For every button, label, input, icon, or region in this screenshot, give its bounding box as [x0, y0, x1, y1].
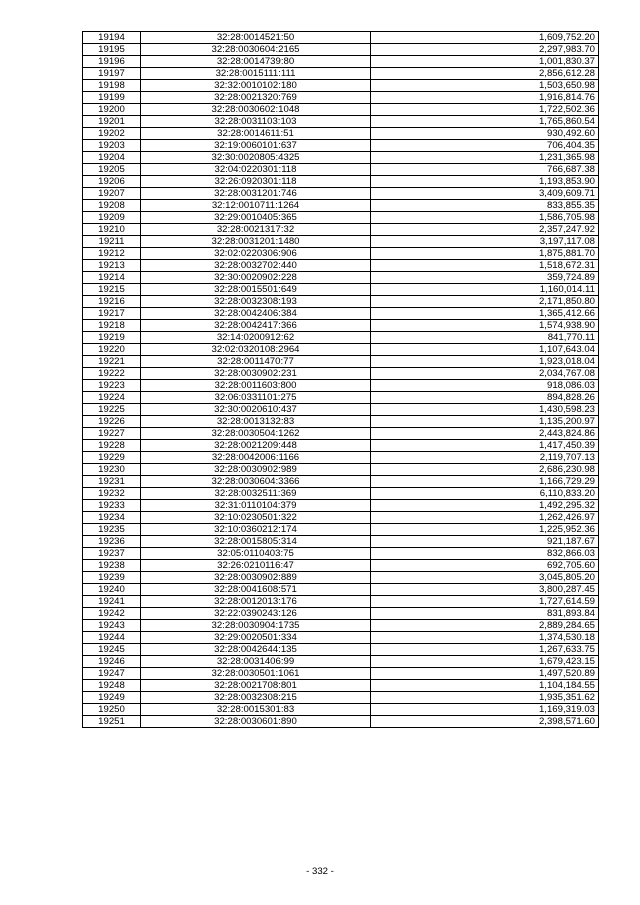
cadastral-number-cell: 32:28:0015301:83 — [141, 704, 371, 716]
row-number-cell: 19245 — [83, 644, 141, 656]
cadastral-number-cell: 32:28:0021317:32 — [141, 224, 371, 236]
table-row — [83, 56, 599, 68]
cadastral-number-cell: 32:30:0020610:437 — [141, 404, 371, 416]
amount-cell: 894,828.26 — [371, 392, 599, 404]
row-number-cell: 19215 — [83, 284, 141, 296]
amount-cell: 692,705.60 — [371, 560, 599, 572]
amount-cell: 1,225,952.36 — [371, 524, 599, 536]
row-number-cell: 19235 — [83, 524, 141, 536]
amount-cell: 1,497,520.89 — [371, 668, 599, 680]
cadastral-number-cell: 32:28:0011470:77 — [141, 356, 371, 368]
cadastral-number-cell: 32:28:0032308:193 — [141, 296, 371, 308]
row-number-cell: 19211 — [83, 236, 141, 248]
row-number-cell: 19239 — [83, 572, 141, 584]
row-number-cell: 19226 — [83, 416, 141, 428]
cadastral-number-cell: 32:19:0060101:637 — [141, 140, 371, 152]
cadastral-number-cell: 32:28:0030902:989 — [141, 464, 371, 476]
row-number-cell: 19249 — [83, 692, 141, 704]
cadastral-number-cell: 32:32:0010102:180 — [141, 80, 371, 92]
row-number-cell: 19238 — [83, 560, 141, 572]
amount-cell: 766,687.38 — [371, 164, 599, 176]
table-row — [83, 380, 599, 392]
amount-cell: 1,107,643.04 — [371, 344, 599, 356]
cadastral-number-cell: 32:28:0021320:769 — [141, 92, 371, 104]
row-number-cell: 19250 — [83, 704, 141, 716]
amount-cell: 1,001,830.37 — [371, 56, 599, 68]
cadastral-number-cell: 32:26:0920301:118 — [141, 176, 371, 188]
amount-cell: 1,135,200.97 — [371, 416, 599, 428]
amount-cell: 921,187.67 — [371, 536, 599, 548]
row-number-cell: 19224 — [83, 392, 141, 404]
amount-cell: 1,193,853.90 — [371, 176, 599, 188]
cadastral-number-cell: 32:31:0110104:379 — [141, 500, 371, 512]
row-number-cell: 19222 — [83, 368, 141, 380]
row-number-cell: 19200 — [83, 104, 141, 116]
amount-cell: 3,409,609.71 — [371, 188, 599, 200]
amount-cell: 2,398,571.60 — [371, 716, 599, 728]
cadastral-number-cell: 32:28:0030601:890 — [141, 716, 371, 728]
amount-cell: 2,686,230.98 — [371, 464, 599, 476]
table-row — [83, 44, 599, 56]
row-number-cell: 19210 — [83, 224, 141, 236]
table-row — [83, 140, 599, 152]
cadastral-number-cell: 32:28:0032511:369 — [141, 488, 371, 500]
amount-cell: 2,297,983.70 — [371, 44, 599, 56]
cadastral-number-cell: 32:06:0331101:275 — [141, 392, 371, 404]
row-number-cell: 19198 — [83, 80, 141, 92]
row-number-cell: 19241 — [83, 596, 141, 608]
amount-cell: 1,104,184.55 — [371, 680, 599, 692]
amount-cell: 1,365,412.66 — [371, 308, 599, 320]
table-row — [83, 620, 599, 632]
cadastral-number-cell: 32:28:0042406:384 — [141, 308, 371, 320]
table-row — [83, 260, 599, 272]
table-row — [83, 632, 599, 644]
table-row — [83, 488, 599, 500]
amount-cell: 1,262,426.97 — [371, 512, 599, 524]
amount-cell: 6,110,833.20 — [371, 488, 599, 500]
row-number-cell: 19247 — [83, 668, 141, 680]
row-number-cell: 19195 — [83, 44, 141, 56]
cadastral-number-cell: 32:30:0020902:228 — [141, 272, 371, 284]
amount-cell: 841,770.11 — [371, 332, 599, 344]
cadastral-number-cell: 32:28:0021209:448 — [141, 440, 371, 452]
table-row — [83, 176, 599, 188]
amount-cell: 930,492.60 — [371, 128, 599, 140]
amount-cell: 1,727,614.59 — [371, 596, 599, 608]
table-row — [83, 164, 599, 176]
table-row — [83, 608, 599, 620]
row-number-cell: 19233 — [83, 500, 141, 512]
amount-cell: 833,855.35 — [371, 200, 599, 212]
table-row — [83, 656, 599, 668]
amount-cell: 1,935,351.62 — [371, 692, 599, 704]
table-row — [83, 356, 599, 368]
page-number: - 332 - — [306, 866, 334, 877]
table-row — [83, 80, 599, 92]
row-number-cell: 19201 — [83, 116, 141, 128]
cadastral-number-cell: 32:28:0030602:1048 — [141, 104, 371, 116]
table-row — [83, 332, 599, 344]
amount-cell: 1,574,938.90 — [371, 320, 599, 332]
cadastral-number-cell: 32:28:0012013:176 — [141, 596, 371, 608]
cadastral-number-cell: 32:02:0320108:2964 — [141, 344, 371, 356]
amount-cell: 918,086.03 — [371, 380, 599, 392]
row-number-cell: 19207 — [83, 188, 141, 200]
table-row — [83, 560, 599, 572]
amount-cell: 2,443,824.86 — [371, 428, 599, 440]
cadastral-number-cell: 32:28:0013132:83 — [141, 416, 371, 428]
table-row — [83, 596, 599, 608]
table-row — [83, 524, 599, 536]
row-number-cell: 19232 — [83, 488, 141, 500]
cadastral-number-cell: 32:28:0015501:649 — [141, 284, 371, 296]
cadastral-number-cell: 32:10:0360212:174 — [141, 524, 371, 536]
cadastral-number-cell: 32:28:0030904:1735 — [141, 620, 371, 632]
table-row — [83, 368, 599, 380]
amount-cell: 3,045,805.20 — [371, 572, 599, 584]
table-row — [83, 668, 599, 680]
cadastral-number-cell: 32:28:0031201:1480 — [141, 236, 371, 248]
cadastral-number-cell: 32:28:0014739:80 — [141, 56, 371, 68]
row-number-cell: 19196 — [83, 56, 141, 68]
table-row — [83, 296, 599, 308]
table-row — [83, 188, 599, 200]
table-row — [83, 236, 599, 248]
cadastral-number-cell: 32:05:0110403:75 — [141, 548, 371, 560]
cadastral-number-cell: 32:28:0041608:571 — [141, 584, 371, 596]
table-row — [83, 680, 599, 692]
table-row — [83, 536, 599, 548]
amount-cell: 1,430,598.23 — [371, 404, 599, 416]
row-number-cell: 19234 — [83, 512, 141, 524]
table-row — [83, 548, 599, 560]
row-number-cell: 19221 — [83, 356, 141, 368]
cadastral-number-cell: 32:14:0200912:62 — [141, 332, 371, 344]
row-number-cell: 19229 — [83, 452, 141, 464]
cadastral-number-cell: 32:28:0030604:2165 — [141, 44, 371, 56]
table-row — [83, 392, 599, 404]
row-number-cell: 19199 — [83, 92, 141, 104]
table-body — [83, 32, 599, 728]
table-row — [83, 692, 599, 704]
amount-cell: 2,357,247.92 — [371, 224, 599, 236]
cadastral-number-cell: 32:26:0210116:47 — [141, 560, 371, 572]
cadastral-number-cell: 32:02:0220306:906 — [141, 248, 371, 260]
amount-cell: 1,417,450.39 — [371, 440, 599, 452]
cadastral-number-cell: 32:12:0010711:1264 — [141, 200, 371, 212]
amount-cell: 1,169,319.03 — [371, 704, 599, 716]
amount-cell: 1,609,752.20 — [371, 32, 599, 44]
table-row — [83, 500, 599, 512]
row-number-cell: 19214 — [83, 272, 141, 284]
table-row — [83, 644, 599, 656]
row-number-cell: 19236 — [83, 536, 141, 548]
row-number-cell: 19244 — [83, 632, 141, 644]
cadastral-number-cell: 32:28:0015805:314 — [141, 536, 371, 548]
table-row — [83, 152, 599, 164]
row-number-cell: 19204 — [83, 152, 141, 164]
row-number-cell: 19240 — [83, 584, 141, 596]
cadastral-number-cell: 32:28:0015111:111 — [141, 68, 371, 80]
row-number-cell: 19194 — [83, 32, 141, 44]
amount-cell: 1,374,530.18 — [371, 632, 599, 644]
table-row — [83, 440, 599, 452]
row-number-cell: 19212 — [83, 248, 141, 260]
amount-cell: 1,166,729.29 — [371, 476, 599, 488]
cadastral-number-cell: 32:28:0032702:440 — [141, 260, 371, 272]
row-number-cell: 19218 — [83, 320, 141, 332]
amount-cell: 2,119,707.13 — [371, 452, 599, 464]
cadastral-number-cell: 32:10:0230501:322 — [141, 512, 371, 524]
table-row — [83, 128, 599, 140]
table-row — [83, 116, 599, 128]
amount-cell: 1,231,365.98 — [371, 152, 599, 164]
table-row — [83, 92, 599, 104]
amount-cell: 1,492,295.32 — [371, 500, 599, 512]
cadastral-number-cell: 32:28:0030902:231 — [141, 368, 371, 380]
amount-cell: 3,197,117.08 — [371, 236, 599, 248]
amount-cell: 2,171,850.80 — [371, 296, 599, 308]
row-number-cell: 19228 — [83, 440, 141, 452]
amount-cell: 2,034,767.08 — [371, 368, 599, 380]
cadastral-number-cell: 32:28:0011603:800 — [141, 380, 371, 392]
cadastral-number-cell: 32:29:0010405:365 — [141, 212, 371, 224]
cadastral-number-cell: 32:28:0030501:1061 — [141, 668, 371, 680]
row-number-cell: 19209 — [83, 212, 141, 224]
amount-cell: 3,800,287.45 — [371, 584, 599, 596]
row-number-cell: 19217 — [83, 308, 141, 320]
row-number-cell: 19230 — [83, 464, 141, 476]
row-number-cell: 19219 — [83, 332, 141, 344]
cadastral-number-cell: 32:28:0032308:215 — [141, 692, 371, 704]
amount-cell: 1,679,423.15 — [371, 656, 599, 668]
amount-cell: 1,160,014.11 — [371, 284, 599, 296]
table-row — [83, 68, 599, 80]
table-row — [83, 512, 599, 524]
table-row — [83, 572, 599, 584]
cadastral-number-cell: 32:29:0020501:334 — [141, 632, 371, 644]
row-number-cell: 19213 — [83, 260, 141, 272]
table-row — [83, 452, 599, 464]
amount-cell: 706,404.35 — [371, 140, 599, 152]
cadastral-number-cell: 32:28:0014521:50 — [141, 32, 371, 44]
row-number-cell: 19208 — [83, 200, 141, 212]
amount-cell: 1,503,650.98 — [371, 80, 599, 92]
table-row — [83, 104, 599, 116]
row-number-cell: 19225 — [83, 404, 141, 416]
row-number-cell: 19202 — [83, 128, 141, 140]
row-number-cell: 19206 — [83, 176, 141, 188]
amount-cell: 1,765,860.54 — [371, 116, 599, 128]
row-number-cell: 19242 — [83, 608, 141, 620]
table-row — [83, 428, 599, 440]
cadastral-number-cell: 32:28:0030604:3366 — [141, 476, 371, 488]
table-row — [83, 704, 599, 716]
row-number-cell: 19203 — [83, 140, 141, 152]
amount-cell: 831,893.84 — [371, 608, 599, 620]
table-row — [83, 476, 599, 488]
table-row — [83, 320, 599, 332]
amount-cell: 1,518,672.31 — [371, 260, 599, 272]
amount-cell: 359,724.89 — [371, 272, 599, 284]
data-table — [82, 31, 599, 728]
table-row — [83, 272, 599, 284]
cadastral-number-cell: 32:28:0042644:135 — [141, 644, 371, 656]
cadastral-number-cell: 32:28:0042417:366 — [141, 320, 371, 332]
table-row — [83, 32, 599, 44]
amount-cell: 1,586,705.98 — [371, 212, 599, 224]
table-row — [83, 716, 599, 728]
table-row — [83, 200, 599, 212]
row-number-cell: 19251 — [83, 716, 141, 728]
amount-cell: 2,856,612.28 — [371, 68, 599, 80]
row-number-cell: 19248 — [83, 680, 141, 692]
table-row — [83, 344, 599, 356]
cadastral-number-cell: 32:28:0030504:1262 — [141, 428, 371, 440]
cadastral-number-cell: 32:28:0042006:1166 — [141, 452, 371, 464]
amount-cell: 1,722,502.36 — [371, 104, 599, 116]
amount-cell: 2,889,284.65 — [371, 620, 599, 632]
table-row — [83, 416, 599, 428]
amount-cell: 832,866.03 — [371, 548, 599, 560]
table-row — [83, 464, 599, 476]
row-number-cell: 19237 — [83, 548, 141, 560]
cadastral-number-cell: 32:28:0030902:889 — [141, 572, 371, 584]
cadastral-number-cell: 32:28:0031103:103 — [141, 116, 371, 128]
amount-cell: 1,267,633.75 — [371, 644, 599, 656]
cadastral-number-cell: 32:28:0031406:99 — [141, 656, 371, 668]
cadastral-number-cell: 32:28:0021708:801 — [141, 680, 371, 692]
row-number-cell: 19227 — [83, 428, 141, 440]
row-number-cell: 19197 — [83, 68, 141, 80]
amount-cell: 1,875,881.70 — [371, 248, 599, 260]
table-row — [83, 584, 599, 596]
row-number-cell: 19205 — [83, 164, 141, 176]
row-number-cell: 19231 — [83, 476, 141, 488]
table-row — [83, 212, 599, 224]
table-row — [83, 284, 599, 296]
row-number-cell: 19223 — [83, 380, 141, 392]
cadastral-number-cell: 32:04:0220301:118 — [141, 164, 371, 176]
row-number-cell: 19216 — [83, 296, 141, 308]
table-row — [83, 404, 599, 416]
table-row — [83, 248, 599, 260]
table-row — [83, 224, 599, 236]
amount-cell: 1,923,018.04 — [371, 356, 599, 368]
cadastral-number-cell: 32:28:0014611:51 — [141, 128, 371, 140]
row-number-cell: 19243 — [83, 620, 141, 632]
cadastral-number-cell: 32:22:0390243:126 — [141, 608, 371, 620]
row-number-cell: 19220 — [83, 344, 141, 356]
row-number-cell: 19246 — [83, 656, 141, 668]
amount-cell: 1,916,814.76 — [371, 92, 599, 104]
cadastral-number-cell: 32:30:0020805:4325 — [141, 152, 371, 164]
cadastral-number-cell: 32:28:0031201:746 — [141, 188, 371, 200]
table-row — [83, 308, 599, 320]
